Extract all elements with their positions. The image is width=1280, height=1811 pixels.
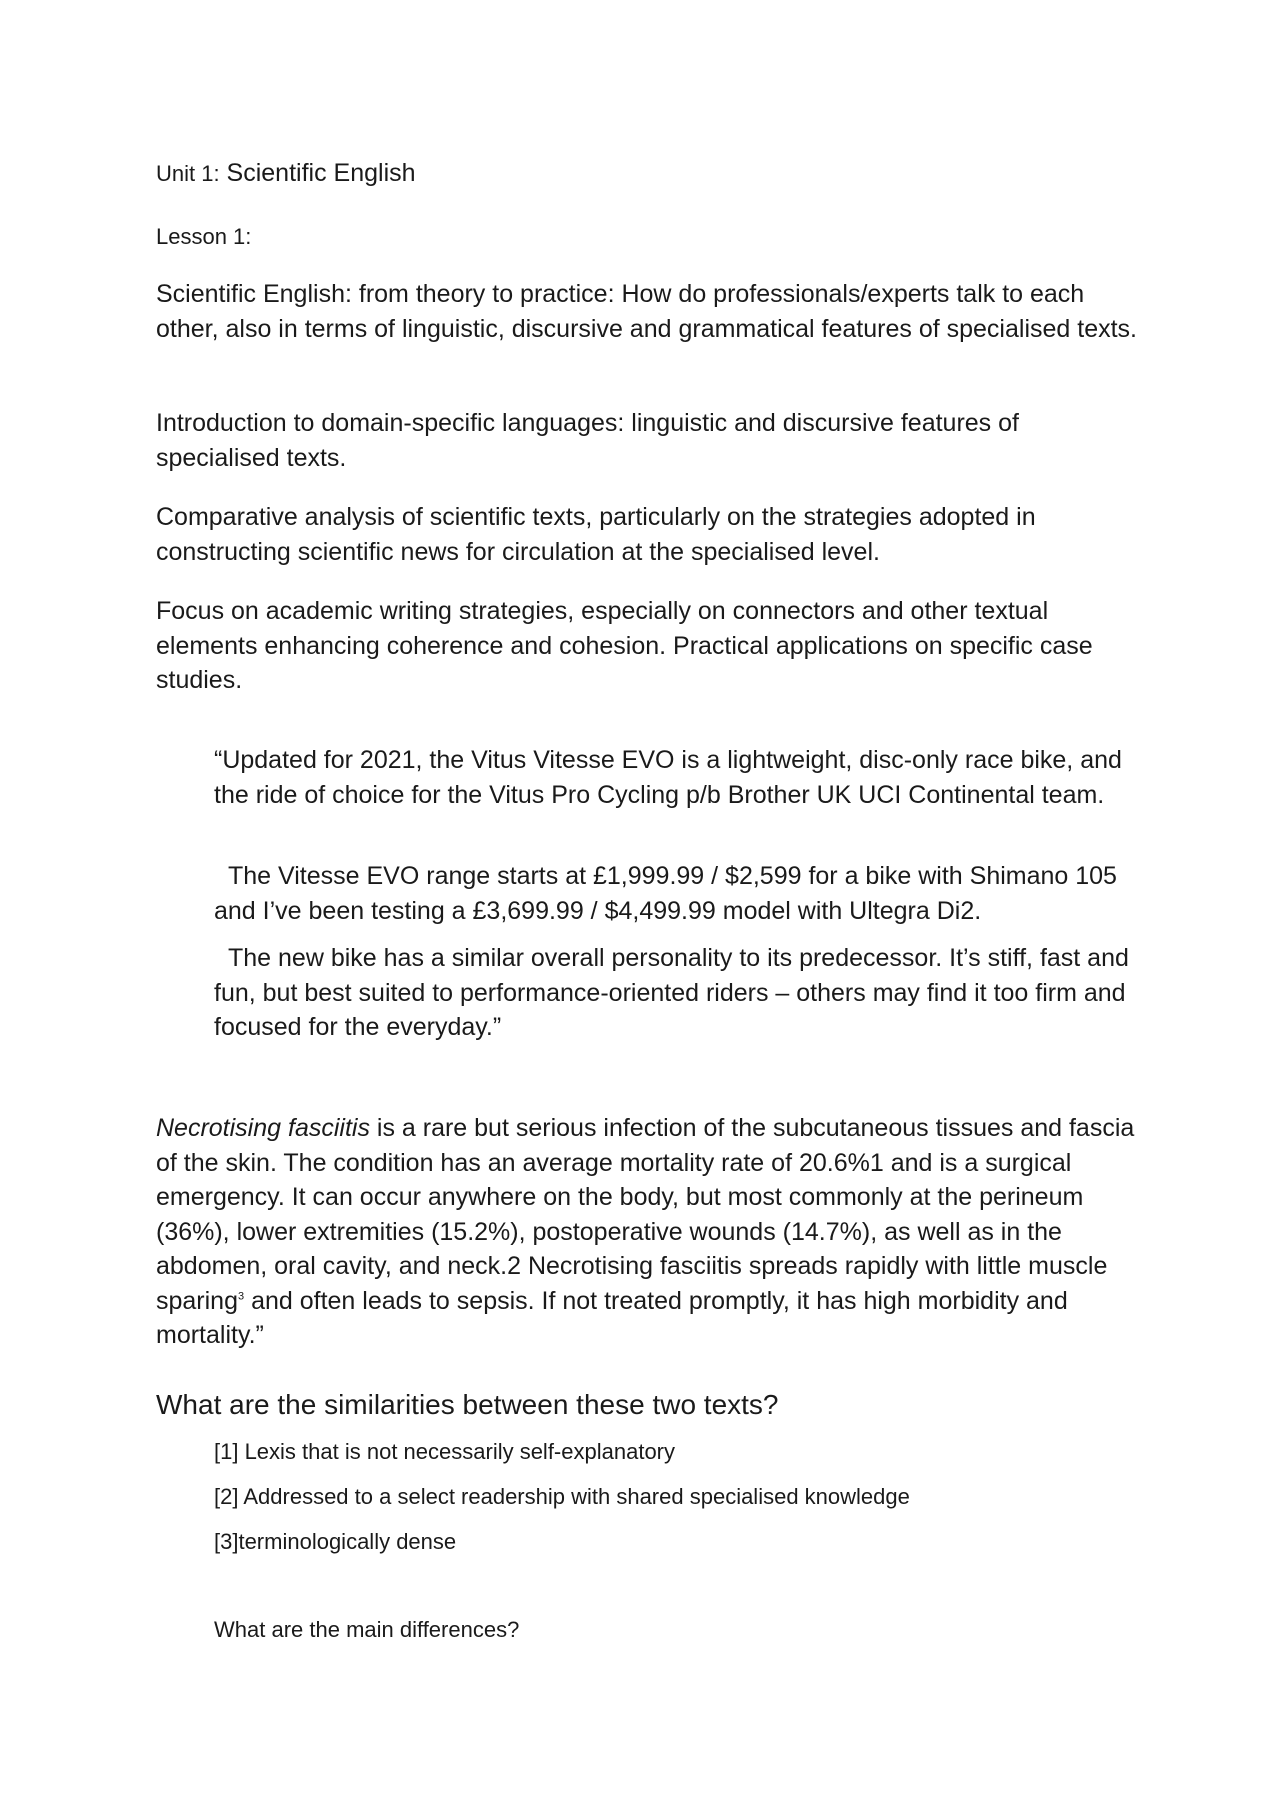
similarity-item: [1] Lexis that is not necessarily self-explanatory	[214, 1439, 676, 1464]
intro-paragraph: Focus on academic writing strategies, especially on connectors and other textual elements enhancing coherence and cohesion. Practical applications on specific case studies.	[156, 597, 1093, 694]
unit-heading	[156, 156, 416, 191]
intro-paragraph: Introduction to domain-specific languages: linguistic and discursive features of specialised texts.	[156, 409, 1019, 472]
medical-term: Necrotising fasciitis	[156, 1114, 370, 1142]
quote-paragraph: The Vitesse EVO range starts at £1,999.99 / $2,599 for a bike with Shimano 105 and I’ve been testing a £3,699.99 / $4,499.99 model with Ultegra Di2.	[214, 862, 1117, 925]
differences-question: What are the main differences?	[214, 1617, 520, 1642]
unit-prefix: Unit 1:	[156, 161, 220, 186]
lesson-label: Lesson 1:	[156, 224, 252, 249]
intro-paragraph: Comparative analysis of scientific texts, particularly on the strategies adopted in constructing scientific news for circulation at the specialised level.	[156, 503, 1036, 566]
intro-paragraph: Scientific English: from theory to practice: How do professionals/experts talk to each other, also in terms of linguistic, discursive and grammatical features of specialised texts.	[156, 280, 1137, 343]
similarity-item: [2] Addressed to a select readership with shared specialised knowledge	[214, 1484, 910, 1509]
medical-text-part1: is a rare but serious infection of the subcutaneous tissues and fascia of the skin. The condition has an average mortality rate of 20.6%1 and is a surgical emergency. It can occur anywhere on the body, but most commonly at the perineum (36%), lower extremities (15.2%), postoperative wounds (14.7%), as well as in the abdomen, oral cavity, and neck.2 Necrotising fasciitis spreads rapidly with little muscle sparing	[156, 1114, 1135, 1315]
similarities-question: What are the similarities between these two texts?	[156, 1389, 779, 1420]
medical-text-part2: and often leads to sepsis. If not treated promptly, it has high morbidity and mortality.”	[156, 1286, 1068, 1349]
unit-title: Scientific English	[226, 159, 416, 187]
similarity-item: [3]terminologically dense	[214, 1529, 457, 1554]
medical-paragraph	[156, 1111, 1146, 1353]
quote-paragraph: “Updated for 2021, the Vitus Vitesse EVO is a lightweight, disc-only race bike, and the ride of choice for the Vitus Pro Cycling p/b Brother UK UCI Continental team.	[214, 746, 1122, 809]
quote-paragraph: The new bike has a similar overall personality to its predecessor. It’s stiff, fast and fun, but best suited to performance-oriented riders – others may find it too firm and focused for the everyday.”	[214, 944, 1129, 1041]
footnote-marker: 3	[238, 1290, 245, 1303]
